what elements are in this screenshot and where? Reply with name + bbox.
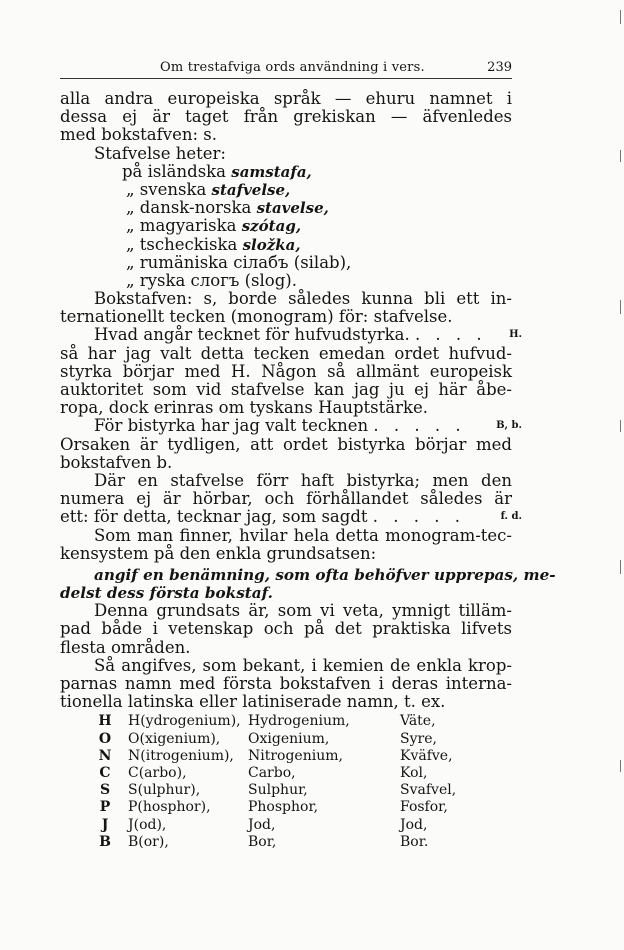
element-abbrev: O(xigenium), (128, 730, 221, 747)
scan-edge-mark (620, 150, 621, 162)
element-row (60, 817, 512, 834)
text-line: Bokstafven: s, borde således kunna bli ett in- (94, 289, 512, 309)
language-label: „ tscheckiska (126, 234, 238, 254)
term: szótag, (241, 217, 302, 236)
element-symbol: O (98, 730, 112, 747)
element-swedish: Kol, (400, 764, 428, 781)
page-number: 239 (487, 60, 512, 75)
element-row (60, 799, 512, 816)
text-line: flesta områden. (60, 637, 191, 657)
element-latin: Nitrogenium, (248, 747, 343, 764)
element-abbrev: N(itrogenium), (128, 747, 234, 764)
text-line: dessa ej är taget från grekiskan — äfvenledes (60, 107, 512, 127)
element-swedish: Fosfor, (400, 799, 448, 816)
text: För bistyrka har jag valt tecknen (94, 416, 369, 436)
text-line: med bokstafven: s. (60, 125, 217, 145)
element-symbol: N (98, 747, 112, 764)
element-table (60, 713, 512, 851)
language-label: „ magyariska (126, 216, 237, 236)
header-title: Om trestafviga ords användning i vers. (160, 60, 425, 75)
text-line-with-mark (60, 416, 522, 436)
leader-dots: . . . . (414, 325, 487, 345)
element-latin: Jod, (248, 816, 276, 833)
element-swedish: Väte, (400, 713, 436, 730)
text-line-with-mark (60, 325, 522, 345)
text-line: kensystem på den enkla grundsatsen: (60, 543, 377, 563)
text: ett: för detta, tecknar jag, som sagdt (60, 507, 368, 527)
text-line: ropa, dock erinras om tyskans Hauptstärke. (60, 398, 428, 418)
syllable-line-czech (60, 236, 512, 254)
scan-edge-mark (620, 760, 621, 772)
running-header (60, 58, 512, 80)
header-rule (60, 78, 512, 79)
syllable-line-russian: „ ryska слогъ (slog). (126, 270, 297, 290)
element-symbol: B (99, 833, 111, 850)
text-line: Denna grundsats är, som vi veta, ymnigt tilläm- (94, 601, 512, 621)
syllable-line-swedish (60, 181, 512, 199)
term: složka, (242, 235, 301, 254)
scan-edge-mark (620, 10, 621, 24)
element-abbrev: C(arbo), (128, 764, 187, 781)
principle-text: angif en benämning, som ofta behöfver upprepas, me- (94, 565, 556, 584)
element-abbrev: H(ydrogenium), (128, 713, 241, 730)
element-swedish: Syre, (400, 730, 437, 747)
scan-edge-mark (620, 420, 621, 432)
syllable-line-hungarian (60, 217, 512, 235)
element-row (60, 748, 512, 765)
element-latin: Oxigenium, (248, 730, 330, 747)
principle-line (60, 565, 556, 584)
text-line: styrka börjar med H. Någon så allmänt europeisk (60, 361, 512, 381)
text-line: alla andra europeiska språk — ehuru namnet i (60, 89, 512, 108)
text-line-with-mark (60, 507, 522, 527)
text-line: pad både i vetenskap och på det praktiska lifvets (60, 619, 512, 639)
principle-line (60, 584, 512, 602)
element-row (60, 731, 512, 748)
leader-dots: . . . . . (373, 416, 466, 436)
language-label: „ svenska (126, 179, 207, 199)
term: stafvelse, (211, 180, 291, 199)
text-line: så har jag valt detta tecken emedan ordet hufvud- (60, 343, 512, 363)
language-label: på isländska (122, 161, 226, 181)
element-latin: Carbo, (248, 764, 296, 781)
element-symbol: P (99, 799, 111, 816)
element-row (60, 834, 512, 851)
term: stavelse, (256, 199, 329, 218)
text-line: auktoritet som vid stafvelse kan jag ju ej här åbe- (60, 380, 512, 399)
text-line: Som man finner, hvilar hela detta monogram-tec- (94, 525, 512, 545)
syllable-line-icelandic (60, 163, 512, 181)
scan-edge-mark (620, 560, 621, 574)
element-symbol: C (99, 764, 111, 781)
element-abbrev: S(ulphur), (128, 782, 201, 799)
element-symbol: J (101, 816, 109, 833)
element-swedish: Jod, (400, 816, 428, 833)
element-symbol: H (98, 713, 112, 730)
scan-edge-mark (620, 300, 621, 314)
text-line: numera ej är hörbar, och förhållandet således är (60, 489, 512, 509)
text-line: tionella latinska eller latiniserade namn, t. ex. (60, 692, 446, 712)
text-line: bokstafven b. (60, 452, 173, 472)
margin-mark-fd: f. d. (500, 511, 522, 523)
margin-mark-h: H. (509, 329, 522, 341)
body-text (60, 89, 556, 851)
principle-text: delst dess första bokstaf. (60, 584, 273, 603)
syllable-line-romanian: „ rumäniska сілабъ (silab), (126, 252, 352, 272)
element-latin: Sulphur, (248, 782, 308, 799)
text-line: parnas namn med första bokstafven i deras interna- (60, 674, 512, 693)
element-symbol: S (99, 782, 111, 799)
text-line: ternationellt tecken (monogram) för: stafvelse. (60, 307, 453, 327)
element-latin: Bor, (248, 833, 277, 850)
element-latin: Hydrogenium, (248, 713, 350, 730)
element-abbrev: J(od), (128, 816, 167, 833)
element-abbrev: B(or), (128, 833, 169, 850)
text-line: Stafvelse heter: (94, 143, 226, 163)
element-swedish: Svafvel, (400, 782, 457, 799)
term: samstafa, (231, 162, 312, 181)
element-latin: Phosphor, (248, 799, 319, 816)
element-swedish: Bor. (400, 833, 429, 850)
element-abbrev: P(hosphor), (128, 799, 211, 816)
element-row (60, 765, 512, 782)
text-line: Där en stafvelse förr haft bistyrka; men den (94, 470, 512, 490)
leader-dots: . . . . . (372, 507, 465, 527)
text-line: Orsaken är tydligen, att ordet bistyrka börjar med (60, 434, 512, 454)
syllable-line-danish (60, 199, 512, 217)
text: Hvad angår tecknet för hufvudstyrka. (94, 325, 410, 345)
element-swedish: Kväfve, (400, 747, 453, 764)
text-line: Så angifves, som bekant, i kemien de enkla krop- (94, 655, 512, 675)
language-label: „ dansk-norska (126, 198, 252, 218)
element-row (60, 782, 512, 799)
margin-mark-b: B, b. (496, 420, 522, 432)
element-row (60, 713, 512, 730)
